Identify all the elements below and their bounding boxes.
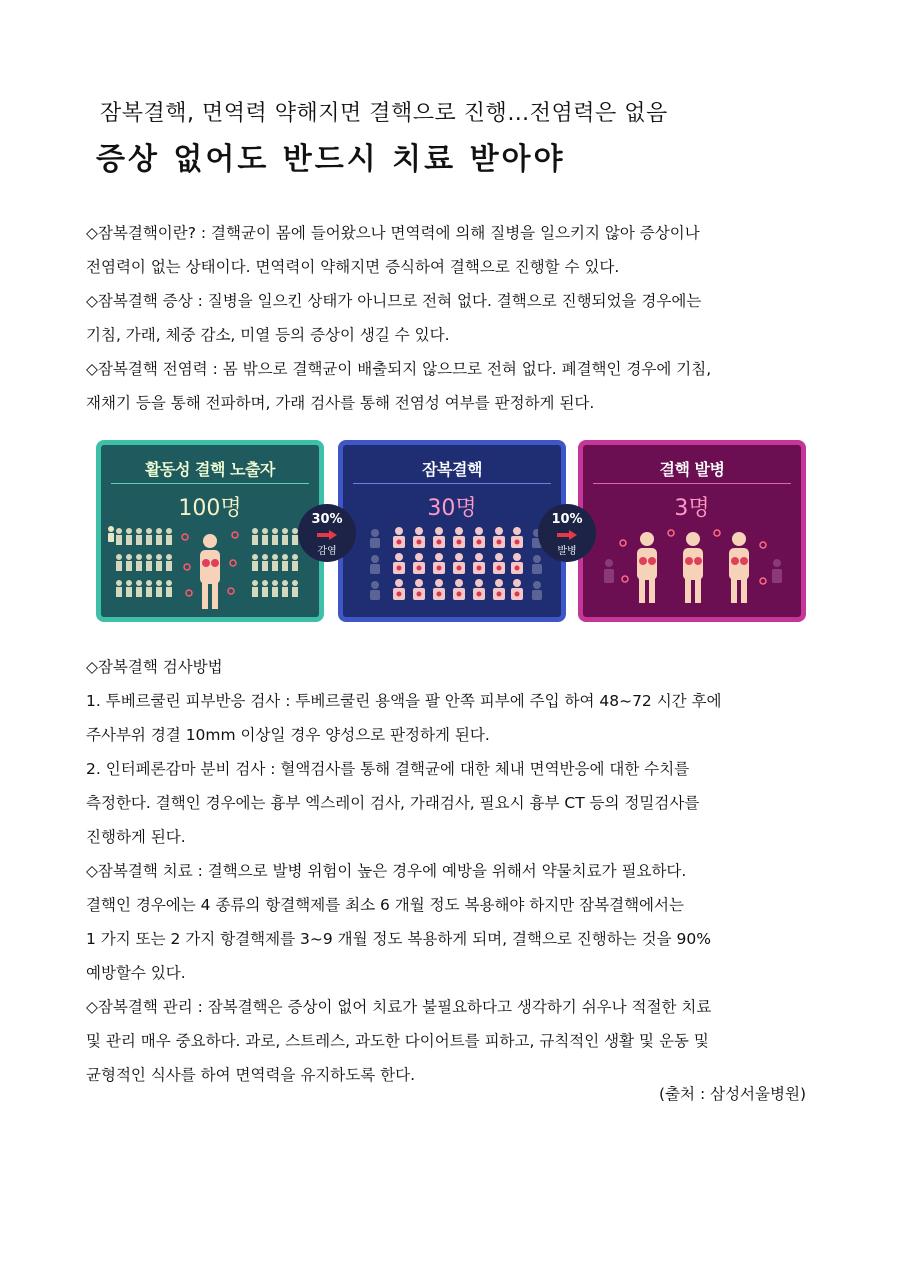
text-line: 균형적인 식사를 하여 면역력을 유지하도록 한다. <box>86 1066 416 1084</box>
text-line: ◇잠복결핵 관리 : 잠복결핵은 증상이 없어 치료가 불필요하다고 생각하기 쉬우나 적절한 치료 <box>86 998 712 1016</box>
article-subtitle: 잠복결핵, 면역력 약해지면 결핵으로 진행…전염력은 없음 <box>100 101 668 126</box>
text-line: 1 가지 또는 2 가지 항결핵제를 3~9 개월 정도 복용하게 되며, 결핵으로 진행하는 것을 90% <box>86 930 711 948</box>
text-line: ◇잠복결핵이란? : 결핵균이 몸에 들어왔으나 면역력에 의해 질병을 일으키지 않아 증상이나 <box>86 224 700 242</box>
rate-label: 발병 <box>557 546 577 557</box>
text-line: 1. 투베르쿨린 피부반응 검사 : 투베르쿨린 용액을 팔 안쪽 피부에 주입 하여 48~72 시간 후에 <box>86 692 722 710</box>
arrow-right-icon <box>557 530 577 540</box>
onset-rate-badge <box>538 504 596 562</box>
text-line: 진행하게 된다. <box>86 828 186 846</box>
patients-icon <box>587 523 797 615</box>
body-paragraphs <box>86 650 816 1092</box>
text-line: 전염력이 없는 상태이다. 면역력이 약해지면 증식하여 결핵으로 진행할 수 있다. <box>86 258 620 276</box>
rate-percent: 10% <box>551 512 583 527</box>
panel-latent-tb <box>338 440 566 622</box>
article-headline: 증상 없어도 반드시 치료 받아야 <box>96 142 566 177</box>
source-citation: (출처 : 삼성서울병원) <box>659 1085 806 1103</box>
text-line: 주사부위 경결 10mm 이상일 경우 양성으로 판정하게 된다. <box>86 726 490 744</box>
panel-count: 30명 <box>427 496 477 521</box>
panel-title: 결핵 발병 <box>659 460 725 479</box>
text-line: 재채기 등을 통해 전파하며, 가래 검사를 통해 전염성 여부를 판정하게 된다. <box>86 394 595 412</box>
text-line: ◇잠복결핵 치료 : 결핵으로 발병 위험이 높은 경우에 예방을 위해서 약물치료가 필요하다. <box>86 862 687 880</box>
text-line: 및 관리 매우 중요하다. 과로, 스트레스, 과도한 다이어트를 피하고, 규칙적인 생활 및 운동 및 <box>86 1032 709 1050</box>
rate-percent: 30% <box>311 512 343 527</box>
infection-rate-badge <box>298 504 356 562</box>
panel-active-exposure <box>96 440 324 622</box>
intro-paragraphs <box>86 216 816 420</box>
panel-tb-onset <box>578 440 806 622</box>
panel-title: 활동성 결핵 노출자 <box>145 460 275 479</box>
panel-count: 100명 <box>178 496 242 521</box>
tb-progression-infographic <box>96 440 806 624</box>
text-line: 측정한다. 결핵인 경우에는 흉부 엑스레이 검사, 가래검사, 필요시 흉부 CT 등의 정밀검사를 <box>86 794 700 812</box>
text-line: 기침, 가래, 체중 감소, 미열 등의 증상이 생길 수 있다. <box>86 326 450 344</box>
rate-label: 감염 <box>317 546 337 557</box>
text-line: 예방할수 있다. <box>86 964 186 982</box>
text-line: ◇잠복결핵 증상 : 질병을 일으킨 상태가 아니므로 전혀 없다. 결핵으로 진행되었을 경우에는 <box>86 292 702 310</box>
panel-count: 3명 <box>674 496 710 521</box>
people-crowd-icon <box>105 523 315 615</box>
text-line: ◇잠복결핵 검사방법 <box>86 658 223 676</box>
text-line: 2. 인터페론감마 분비 검사 : 혈액검사를 통해 결핵균에 대한 체내 면역반응에 대한 수치를 <box>86 760 690 778</box>
text-line: ◇잠복결핵 전염력 : 몸 밖으로 결핵균이 배출되지 않으므로 전혀 없다. 폐결핵인 경우에 기침, <box>86 360 712 378</box>
people-grid-icon <box>347 523 557 615</box>
panel-title: 잠복결핵 <box>422 460 482 479</box>
arrow-right-icon <box>317 530 337 540</box>
text-line: 결핵인 경우에는 4 종류의 항결핵제를 최소 6 개월 정도 복용해야 하지만 잠복결핵에서는 <box>86 896 684 914</box>
